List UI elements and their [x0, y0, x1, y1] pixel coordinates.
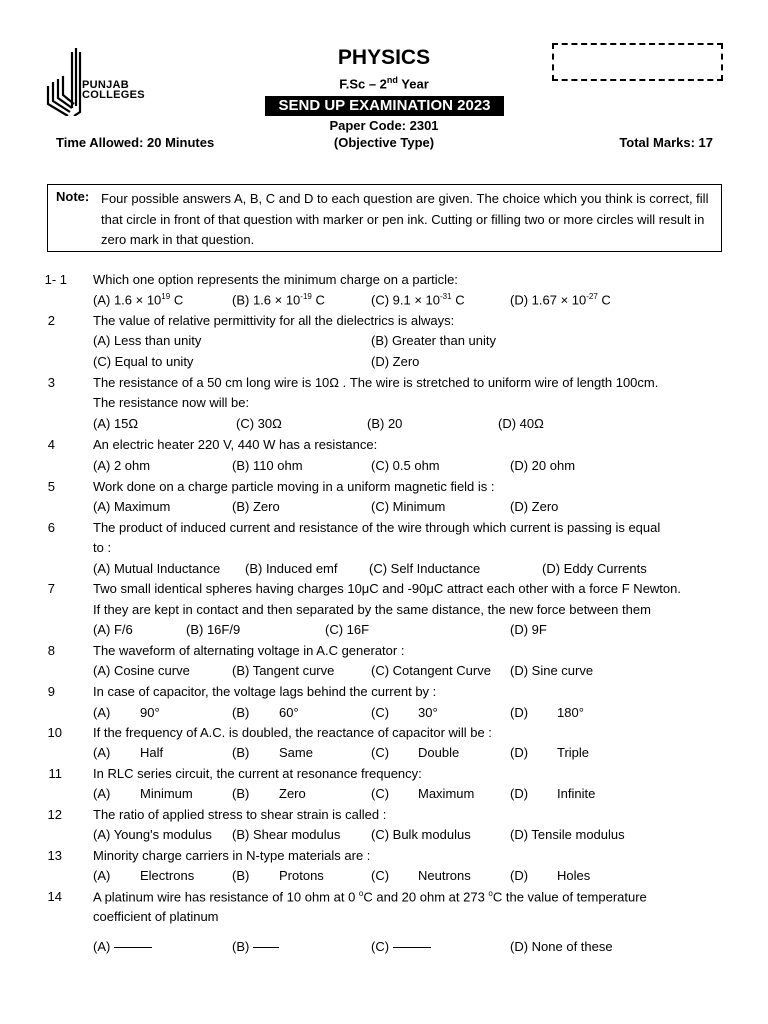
question-text: An electric heater 220 V, 440 W has a resistance:	[93, 437, 378, 452]
option-c-label: (C)	[371, 745, 390, 760]
option-d[interactable]: (D) Eddy Currents	[542, 561, 647, 576]
question-text: Two small identical spheres having charges 10μC and -90μC attract each other with a force F Newton.	[93, 581, 681, 596]
question-text-cont: The resistance now will be:	[93, 395, 250, 410]
option-d[interactable]: Triple	[557, 745, 590, 760]
option-b-label: (B)	[232, 786, 250, 801]
option-c[interactable]: (C) Equal to unity	[93, 354, 194, 369]
question-number: 1- 1	[44, 272, 67, 287]
option-a-text: (A) 1.6 × 10	[93, 292, 162, 308]
option-b[interactable]: (B) 20	[367, 416, 403, 431]
option-a[interactable]: (A) 2 ohm	[93, 458, 151, 473]
option-b-unit: C	[311, 292, 325, 308]
class-sup: nd	[386, 75, 398, 85]
question-text-part-2: C and 20 ohm at 273	[363, 889, 489, 905]
question-text: The resistance of a 50 cm long wire is 10Ω . The wire is stretched to uniform wire of length 100cm.	[93, 375, 659, 390]
option-b[interactable]: (B) Tangent curve	[232, 663, 335, 678]
option-d-label: (D)	[510, 705, 529, 720]
option-d-label: (D)	[510, 786, 529, 801]
option-b[interactable]: 60°	[279, 705, 299, 720]
question-number: 11	[48, 766, 62, 781]
option-c[interactable]: (C) Self Inductance	[369, 561, 481, 576]
option-a-label: (A)	[93, 705, 111, 720]
answer-blank	[114, 947, 152, 948]
exam-banner: SEND UP EXAMINATION 2023	[265, 96, 504, 116]
question-number: 6	[47, 520, 55, 535]
option-c[interactable]: (C) Cotangent Curve	[371, 663, 491, 678]
option-d[interactable]: Infinite	[557, 786, 596, 801]
logo-line-1: PUNJAB	[82, 79, 130, 91]
option-c[interactable]	[371, 939, 431, 954]
class-year	[0, 75, 768, 91]
option-d[interactable]: (D) 9F	[510, 622, 547, 637]
option-a[interactable]: (A) 15Ω	[93, 416, 139, 431]
total-marks: Total Marks: 17	[619, 135, 713, 150]
option-b[interactable]: (B) Greater than unity	[371, 333, 496, 348]
option-a-label: (A)	[93, 745, 111, 760]
option-a-label: (A)	[93, 786, 111, 801]
question-number: 14	[47, 889, 62, 904]
option-a-label: (A)	[93, 868, 111, 883]
logo-line-2: COLLEGES	[82, 89, 145, 101]
option-d[interactable]: 180°	[557, 705, 584, 720]
option-b[interactable]: Protons	[279, 868, 324, 883]
option-a[interactable]: Electrons	[140, 868, 195, 883]
class-prefix: F.Sc – 2	[339, 76, 387, 92]
question-number: 9	[47, 684, 55, 699]
option-a[interactable]	[93, 939, 152, 954]
class-suffix: Year	[397, 76, 429, 92]
option-d[interactable]: (D) 40Ω	[498, 416, 544, 431]
option-d-label: (D)	[510, 868, 529, 883]
option-b[interactable]: (B) Shear modulus	[232, 827, 341, 842]
option-c[interactable]: Neutrons	[418, 868, 471, 883]
question-text-part-3: C the value of temperature	[492, 889, 647, 905]
question-number: 13	[47, 848, 62, 863]
question-text-cont: to :	[93, 540, 112, 555]
question-number: 8	[47, 643, 55, 658]
option-a[interactable]: Minimum	[140, 786, 193, 801]
question-text	[93, 889, 647, 904]
question-text: In RLC series circuit, the current at resonance frequency:	[93, 766, 422, 781]
option-d[interactable]: (D) Zero	[510, 499, 559, 514]
option-b-label: (B)	[232, 705, 250, 720]
subject-title: PHYSICS	[337, 46, 431, 69]
option-b-label: (B)	[232, 868, 250, 883]
option-c-label: (C)	[371, 786, 390, 801]
option-b[interactable]: (B) Zero	[232, 499, 280, 514]
question-number: 4	[47, 437, 55, 452]
option-c[interactable]: (C) 0.5 ohm	[371, 458, 440, 473]
option-b-text: (B) 1.6 × 10	[232, 292, 301, 308]
option-b[interactable]: (B) Induced emf	[245, 561, 338, 576]
paper-code: Paper Code: 2301	[329, 118, 439, 133]
option-c-label: (C)	[371, 868, 390, 883]
option-c-label: (C)	[371, 939, 390, 954]
option-c-exp: -31	[440, 292, 452, 301]
question-text: If the frequency of A.C. is doubled, the reactance of capacitor will be :	[93, 725, 492, 740]
option-d[interactable]: (D) Tensile modulus	[510, 827, 625, 842]
option-c[interactable]: (C) 16F	[325, 622, 370, 637]
option-a[interactable]: Half	[140, 745, 164, 760]
option-c-label: (C)	[371, 705, 390, 720]
time-allowed: Time Allowed: 20 Minutes	[56, 135, 215, 150]
question-text: Work done on a charge particle moving in a uniform magnetic field is :	[93, 479, 495, 494]
option-a[interactable]: (A) Maximum	[93, 499, 171, 514]
option-a[interactable]: (A) Less than unity	[93, 333, 202, 348]
option-a-exp: 19	[161, 292, 171, 301]
option-d[interactable]: Holes	[557, 868, 591, 883]
option-b[interactable]: (B) 16F/9	[186, 622, 241, 637]
question-number: 2	[47, 313, 55, 328]
note-text: Four possible answers A, B, C and D to each question are given. The choice which you think is correct, fill that circle in front of that question with marker or pen ink. Cutting or filling two or more circles will result in zero mark in that question.	[101, 191, 709, 247]
question-text: The product of induced current and resistance of the wire through which current is passing is equal	[93, 520, 661, 535]
question-text: The waveform of alternating voltage in A.C generator :	[93, 643, 405, 658]
option-b[interactable]: Same	[279, 745, 313, 760]
degree-sup-2: o	[488, 889, 493, 898]
option-b[interactable]	[232, 939, 279, 954]
option-a[interactable]: 90°	[140, 705, 160, 720]
option-a[interactable]: (A) Young's modulus	[93, 827, 212, 842]
question-text: Minority charge carriers in N-type materials are :	[93, 848, 371, 863]
option-c-unit: C	[451, 292, 465, 308]
option-b-label: (B)	[232, 939, 250, 954]
option-d-unit: C	[597, 292, 611, 308]
question-text-part-1: A platinum wire has resistance of 10 ohm at 0	[93, 889, 359, 905]
option-c[interactable]: (C) 30Ω	[236, 416, 282, 431]
option-c[interactable]	[371, 292, 465, 307]
question-text: The ratio of applied stress to shear strain is called :	[93, 807, 387, 822]
question-number: 3	[47, 375, 55, 390]
option-b[interactable]	[232, 292, 325, 307]
option-d[interactable]: (D) None of these	[510, 939, 613, 954]
paper-type: (Objective Type)	[333, 135, 435, 150]
option-b[interactable]: Zero	[279, 786, 306, 801]
option-d[interactable]	[510, 292, 611, 307]
note-box	[47, 184, 722, 252]
option-d-text: (D) 1.67 × 10	[510, 292, 587, 308]
option-a[interactable]: (A) F/6	[93, 622, 133, 637]
option-c[interactable]: Maximum	[418, 786, 475, 801]
option-d-exp: -27	[586, 292, 598, 301]
question-number: 12	[47, 807, 62, 822]
question-text: In case of capacitor, the voltage lags behind the current by :	[93, 684, 437, 699]
option-a[interactable]: (A) Mutual Inductance	[93, 561, 221, 576]
option-d-label: (D)	[510, 745, 529, 760]
option-c[interactable]: 30°	[418, 705, 438, 720]
answer-blank	[393, 947, 431, 948]
option-c[interactable]: (C) Minimum	[371, 499, 446, 514]
question-number: 5	[47, 479, 55, 494]
note-label: Note:	[56, 189, 90, 204]
question-number: 10	[47, 725, 62, 740]
answer-blank	[253, 947, 279, 948]
degree-sup-1: o	[358, 889, 364, 898]
option-c[interactable]: Double	[418, 745, 460, 760]
question-number: 7	[47, 581, 55, 596]
option-d[interactable]: (D) Zero	[371, 354, 420, 369]
option-b-exp: -19	[300, 292, 312, 301]
question-text: The value of relative permittivity for all the dielectrics is always:	[93, 313, 455, 328]
option-d[interactable]: (D) Sine curve	[510, 663, 594, 678]
option-a-label: (A)	[93, 939, 111, 954]
option-a-unit: C	[170, 292, 184, 308]
option-c-text: (C) 9.1 × 10	[371, 292, 441, 308]
question-text-cont: If they are kept in contact and then separated by the same distance, the new force between them	[93, 602, 651, 617]
option-d[interactable]: (D) 20 ohm	[510, 458, 576, 473]
question-text: Which one option represents the minimum charge on a particle:	[93, 272, 458, 287]
option-b[interactable]: (B) 110 ohm	[232, 458, 303, 473]
option-a[interactable]: (A) Cosine curve	[93, 663, 190, 678]
option-a[interactable]	[93, 292, 183, 307]
option-b-label: (B)	[232, 745, 250, 760]
option-c[interactable]: (C) Bulk modulus	[371, 827, 471, 842]
question-text-cont: coefficient of platinum	[93, 909, 219, 924]
